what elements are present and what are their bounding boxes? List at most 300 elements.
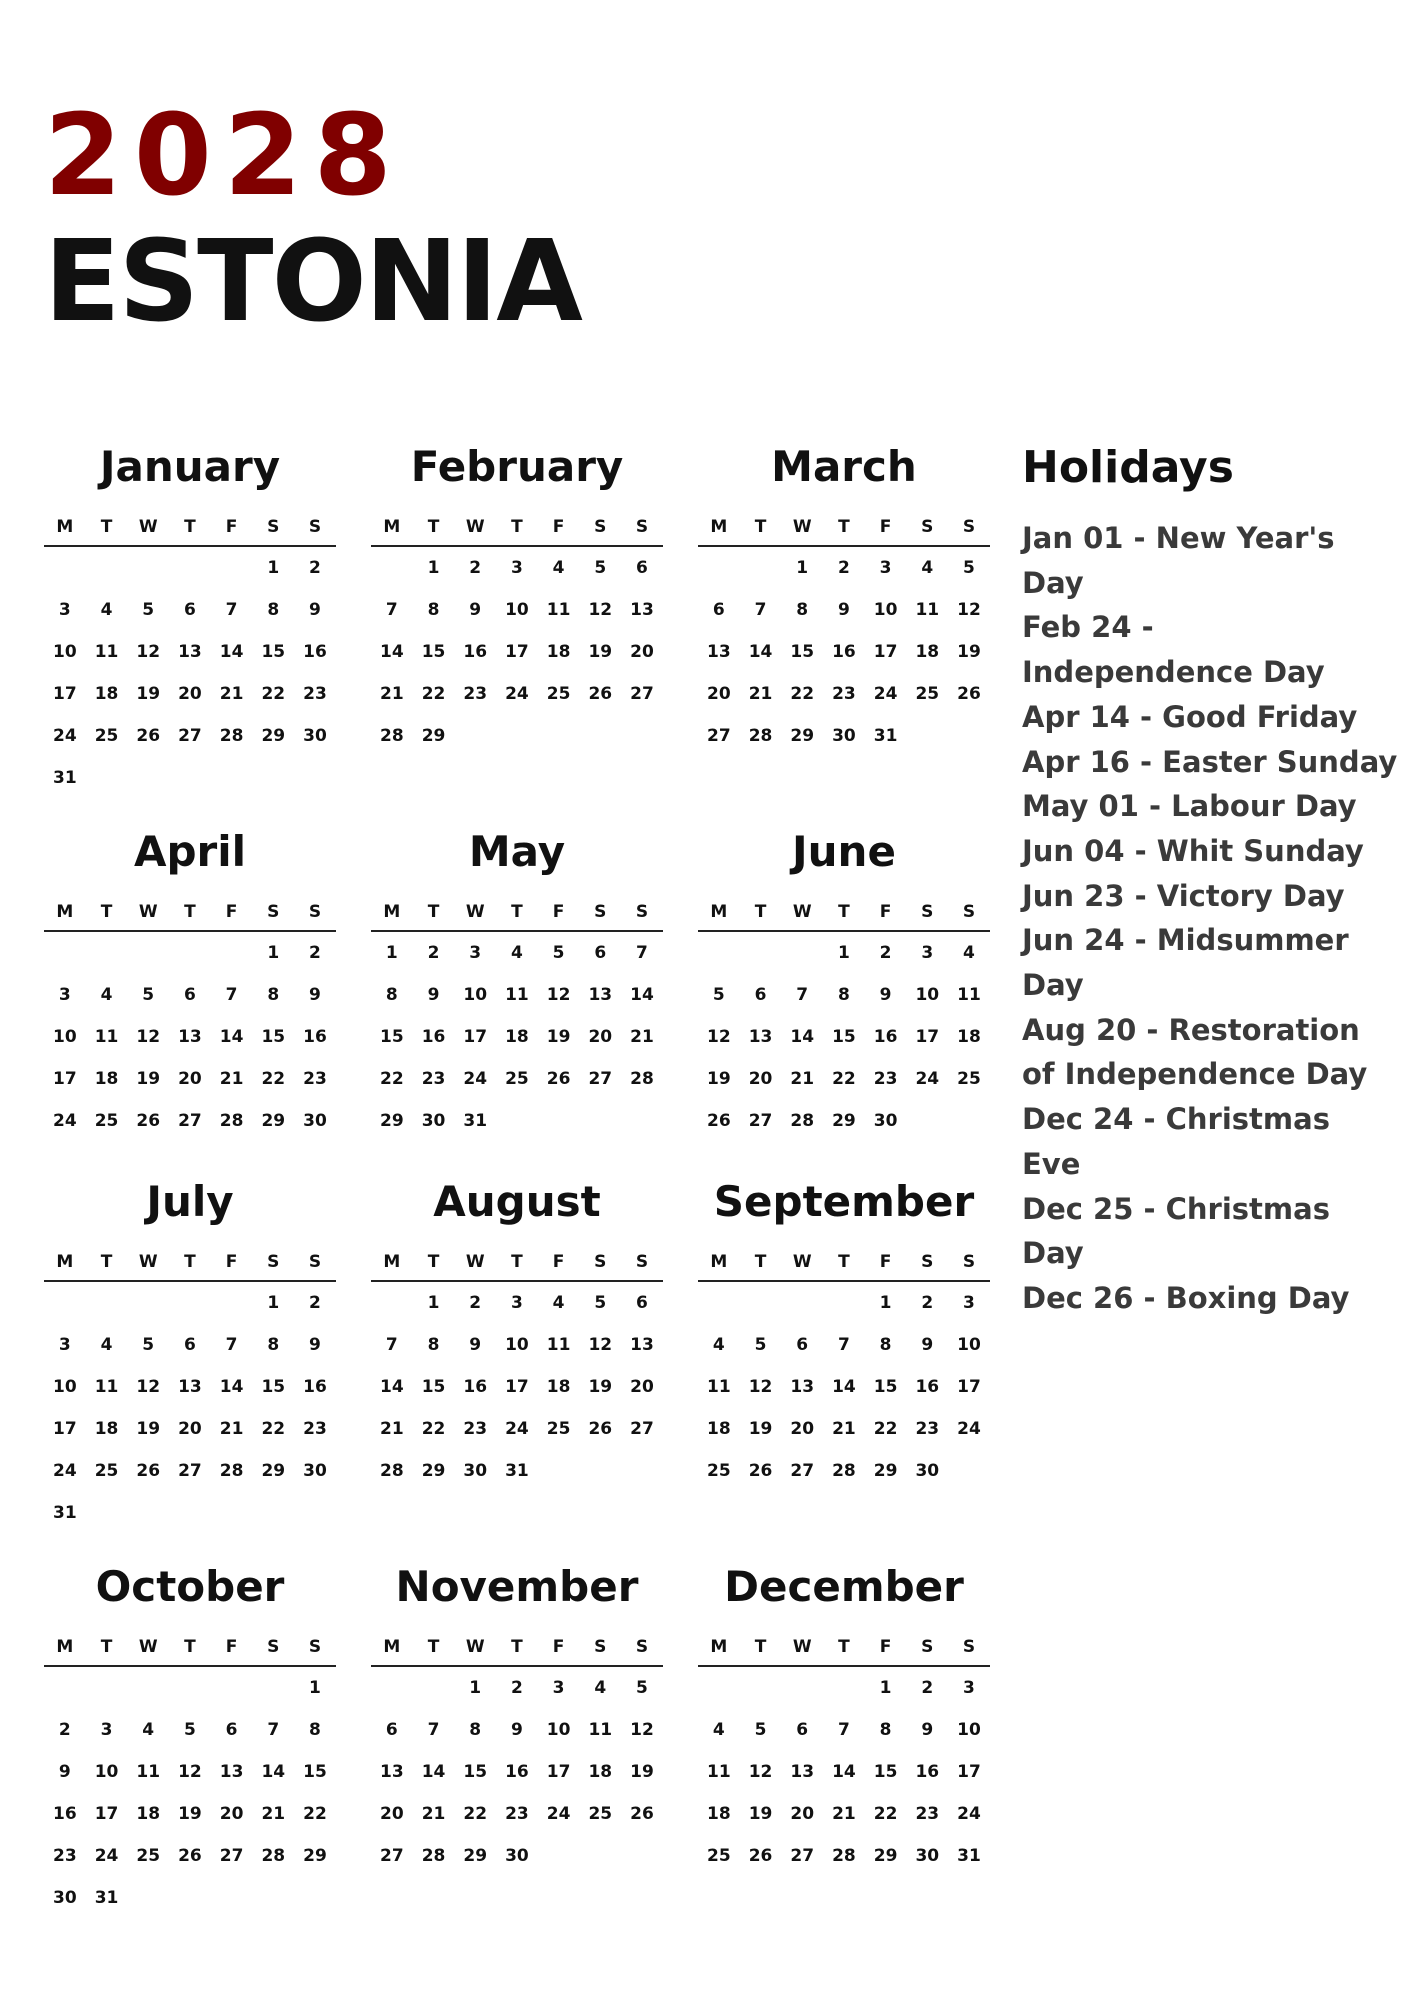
day-cell: 1 bbox=[309, 1678, 321, 1698]
weekday-header bbox=[44, 1248, 336, 1282]
day-cell: 1 bbox=[879, 1678, 892, 1698]
weekday-label: M bbox=[383, 1637, 401, 1657]
weekday-label: W bbox=[138, 1637, 158, 1657]
day-cell: 20 bbox=[219, 1804, 244, 1824]
weekday-label: W bbox=[465, 517, 485, 537]
day-cell: 21 bbox=[261, 1804, 286, 1824]
weekday-label: S bbox=[594, 517, 607, 537]
weekday-label: W bbox=[465, 1637, 485, 1657]
day-cell: 28 bbox=[421, 1846, 446, 1866]
day-cell: 31 bbox=[957, 1846, 981, 1866]
day-cell: 7 bbox=[796, 985, 809, 1005]
day-cell: 25 bbox=[94, 1461, 119, 1481]
week-row bbox=[698, 1667, 990, 1709]
day-cell: 19 bbox=[588, 642, 613, 662]
day-cell: 5 bbox=[636, 1678, 648, 1698]
weekday-label: S bbox=[635, 902, 649, 922]
day-cell: 30 bbox=[421, 1111, 446, 1131]
day-cell: 19 bbox=[588, 1377, 613, 1397]
weekday-label: S bbox=[921, 902, 934, 922]
day-cell: 3 bbox=[58, 600, 71, 620]
week-row bbox=[44, 1282, 336, 1324]
weekday-label: W bbox=[465, 1252, 485, 1272]
day-cell: 19 bbox=[136, 1419, 161, 1439]
day-cell: 17 bbox=[505, 642, 529, 662]
day-cell: 21 bbox=[832, 1804, 856, 1824]
day-cell: 5 bbox=[754, 1720, 767, 1740]
day-cell: 20 bbox=[178, 1419, 202, 1439]
day-cell: 12 bbox=[136, 1027, 161, 1047]
weekday-header bbox=[371, 898, 663, 932]
day-cell: 5 bbox=[142, 1335, 155, 1355]
day-cell: 13 bbox=[380, 1762, 404, 1782]
day-cell: 15 bbox=[463, 1762, 488, 1782]
weekday-label: F bbox=[552, 1252, 565, 1272]
day-cell: 17 bbox=[53, 684, 77, 704]
day-cell: 12 bbox=[546, 985, 571, 1005]
day-cell: 30 bbox=[915, 1846, 940, 1866]
day-cell: 28 bbox=[219, 1461, 244, 1481]
holiday-line: Independence Day bbox=[1022, 655, 1325, 690]
week-row bbox=[44, 589, 336, 631]
day-cell: 24 bbox=[546, 1804, 571, 1824]
day-cell: 1 bbox=[385, 943, 398, 963]
day-cell: 6 bbox=[636, 1293, 648, 1313]
day-cell: 1 bbox=[267, 1293, 280, 1313]
weekday-label: M bbox=[383, 1252, 401, 1272]
day-cell: 11 bbox=[588, 1720, 613, 1740]
week-row bbox=[371, 1282, 663, 1324]
day-cell: 22 bbox=[873, 1419, 898, 1439]
day-cell: 8 bbox=[385, 985, 398, 1005]
week-row bbox=[371, 631, 663, 673]
day-cell: 27 bbox=[588, 1069, 613, 1089]
month-name: July bbox=[146, 1177, 234, 1226]
day-cell: 18 bbox=[707, 1419, 731, 1439]
weekday-label: S bbox=[921, 1252, 934, 1272]
day-cell: 23 bbox=[53, 1846, 77, 1866]
weekday-label: S bbox=[635, 517, 649, 537]
month-name: September bbox=[713, 1177, 975, 1226]
day-cell: 23 bbox=[463, 1419, 488, 1439]
day-cell: 28 bbox=[380, 1461, 404, 1481]
day-cell: 14 bbox=[219, 642, 244, 662]
weekday-label: M bbox=[56, 902, 74, 922]
month-december bbox=[698, 1560, 990, 1945]
month-name: August bbox=[433, 1177, 601, 1226]
day-cell: 25 bbox=[136, 1846, 161, 1866]
day-cell: 3 bbox=[963, 1293, 975, 1313]
day-cell: 20 bbox=[707, 684, 731, 704]
day-cell: 31 bbox=[505, 1461, 529, 1481]
weekday-label: T bbox=[754, 517, 767, 537]
weekday-label: S bbox=[594, 902, 607, 922]
day-cell: 22 bbox=[303, 1804, 327, 1824]
week-row bbox=[44, 1793, 336, 1835]
day-cell: 5 bbox=[594, 1293, 607, 1313]
day-cell: 16 bbox=[915, 1762, 940, 1782]
day-cell: 14 bbox=[790, 1027, 815, 1047]
day-cell: 26 bbox=[588, 684, 613, 704]
day-cell: 12 bbox=[748, 1377, 773, 1397]
day-cell: 13 bbox=[219, 1762, 244, 1782]
month-april bbox=[44, 825, 336, 1175]
day-cell: 27 bbox=[630, 684, 654, 704]
day-cell: 14 bbox=[421, 1762, 446, 1782]
day-cell: 29 bbox=[261, 1111, 286, 1131]
day-cell: 15 bbox=[421, 1377, 446, 1397]
day-cell: 14 bbox=[630, 985, 654, 1005]
day-cell: 9 bbox=[469, 1335, 482, 1355]
week-row bbox=[371, 673, 663, 715]
week-row bbox=[698, 1058, 990, 1100]
day-cell: 18 bbox=[546, 642, 571, 662]
day-cell: 24 bbox=[505, 1419, 529, 1439]
day-cell: 15 bbox=[380, 1027, 404, 1047]
day-cell: 12 bbox=[136, 1377, 161, 1397]
day-cell: 10 bbox=[505, 600, 529, 620]
day-cell: 26 bbox=[178, 1846, 202, 1866]
holiday-line: Apr 14 - Good Friday bbox=[1022, 699, 1358, 734]
day-cell: 6 bbox=[594, 943, 607, 963]
week-row bbox=[371, 974, 663, 1016]
day-cell: 15 bbox=[261, 1377, 286, 1397]
day-cell: 23 bbox=[303, 1419, 327, 1439]
week-row bbox=[44, 1450, 336, 1492]
weekday-label: S bbox=[962, 902, 976, 922]
day-cell: 20 bbox=[178, 1069, 202, 1089]
day-cell: 21 bbox=[219, 1069, 244, 1089]
day-cell: 11 bbox=[707, 1762, 731, 1782]
day-cell: 5 bbox=[552, 943, 565, 963]
week-row bbox=[44, 1709, 336, 1751]
weekday-label: S bbox=[962, 517, 976, 537]
day-cell: 2 bbox=[469, 1293, 482, 1313]
day-cell: 13 bbox=[790, 1377, 815, 1397]
day-cell: 5 bbox=[963, 558, 975, 578]
day-cell: 2 bbox=[309, 1293, 321, 1313]
month-september bbox=[698, 1175, 990, 1560]
weekday-label: F bbox=[225, 1252, 238, 1272]
day-cell: 3 bbox=[552, 1678, 565, 1698]
day-cell: 20 bbox=[588, 1027, 613, 1047]
day-cell: 23 bbox=[421, 1069, 446, 1089]
day-cell: 30 bbox=[873, 1111, 898, 1131]
year-title: 2028 bbox=[44, 91, 404, 221]
day-cell: 14 bbox=[219, 1027, 244, 1047]
day-cell: 9 bbox=[309, 1335, 321, 1355]
day-cell: 25 bbox=[505, 1069, 529, 1089]
day-cell: 19 bbox=[957, 642, 981, 662]
day-cell: 5 bbox=[183, 1720, 196, 1740]
day-cell: 16 bbox=[53, 1804, 77, 1824]
week-row bbox=[698, 932, 990, 974]
day-cell: 12 bbox=[630, 1720, 654, 1740]
day-cell: 15 bbox=[261, 1027, 286, 1047]
day-cell: 14 bbox=[748, 642, 773, 662]
weekday-header bbox=[698, 1248, 990, 1282]
weekday-header bbox=[698, 898, 990, 932]
day-cell: 18 bbox=[94, 1419, 119, 1439]
weekday-label: M bbox=[383, 902, 401, 922]
day-cell: 29 bbox=[873, 1846, 898, 1866]
day-cell: 5 bbox=[142, 600, 155, 620]
weekday-label: M bbox=[56, 517, 74, 537]
weekday-label: F bbox=[552, 1637, 565, 1657]
day-cell: 10 bbox=[957, 1720, 981, 1740]
weekday-label: W bbox=[138, 1252, 158, 1272]
day-cell: 27 bbox=[178, 1461, 202, 1481]
day-cell: 16 bbox=[873, 1027, 898, 1047]
day-cell: 26 bbox=[748, 1461, 773, 1481]
week-row bbox=[698, 974, 990, 1016]
day-cell: 21 bbox=[421, 1804, 446, 1824]
day-cell: 6 bbox=[183, 1335, 196, 1355]
day-cell: 22 bbox=[261, 1069, 286, 1089]
day-cell: 14 bbox=[832, 1762, 856, 1782]
day-cell: 14 bbox=[261, 1762, 286, 1782]
day-cell: 14 bbox=[380, 1377, 404, 1397]
week-row bbox=[698, 1100, 990, 1142]
week-row bbox=[698, 1751, 990, 1793]
week-row bbox=[44, 932, 336, 974]
weekday-label: S bbox=[635, 1252, 649, 1272]
day-cell: 12 bbox=[178, 1762, 202, 1782]
day-cell: 21 bbox=[380, 1419, 404, 1439]
day-cell: 29 bbox=[303, 1846, 327, 1866]
day-cell: 24 bbox=[957, 1804, 981, 1824]
day-cell: 9 bbox=[510, 1720, 523, 1740]
day-cell: 23 bbox=[915, 1419, 940, 1439]
day-cell: 8 bbox=[879, 1335, 892, 1355]
weekday-label: T bbox=[754, 1637, 767, 1657]
week-row bbox=[698, 1450, 990, 1492]
day-cell: 2 bbox=[58, 1720, 71, 1740]
day-cell: 17 bbox=[94, 1804, 119, 1824]
day-cell: 7 bbox=[636, 943, 648, 963]
day-cell: 1 bbox=[427, 558, 440, 578]
day-cell: 10 bbox=[53, 642, 77, 662]
day-cell: 20 bbox=[178, 684, 202, 704]
day-cell: 15 bbox=[873, 1377, 898, 1397]
day-cell: 30 bbox=[832, 726, 856, 746]
weekday-label: F bbox=[225, 517, 238, 537]
week-row bbox=[698, 1366, 990, 1408]
holidays-title: Holidays bbox=[1022, 442, 1234, 493]
holiday-line: Jan 01 - New Year's bbox=[1022, 521, 1335, 555]
day-cell: 4 bbox=[100, 1335, 113, 1355]
day-cell: 25 bbox=[957, 1069, 981, 1089]
week-row bbox=[371, 932, 663, 974]
day-cell: 13 bbox=[178, 642, 202, 662]
day-cell: 21 bbox=[630, 1027, 654, 1047]
day-cell: 9 bbox=[58, 1762, 71, 1782]
day-cell: 28 bbox=[790, 1111, 815, 1131]
day-cell: 29 bbox=[873, 1461, 898, 1481]
day-cell: 2 bbox=[427, 943, 440, 963]
day-cell: 4 bbox=[100, 600, 113, 620]
day-cell: 11 bbox=[94, 1377, 119, 1397]
day-cell: 22 bbox=[873, 1804, 898, 1824]
day-cell: 22 bbox=[832, 1069, 856, 1089]
day-cell: 4 bbox=[594, 1678, 607, 1698]
day-cell: 25 bbox=[546, 1419, 571, 1439]
weekday-label: T bbox=[100, 902, 113, 922]
day-cell: 31 bbox=[873, 726, 898, 746]
weekday-label: T bbox=[754, 1252, 767, 1272]
weekday-label: T bbox=[100, 1637, 113, 1657]
day-cell: 2 bbox=[921, 1293, 934, 1313]
day-cell: 19 bbox=[178, 1804, 202, 1824]
weekday-header bbox=[698, 513, 990, 547]
day-cell: 7 bbox=[837, 1335, 850, 1355]
week-row bbox=[371, 1835, 663, 1877]
weekday-label: S bbox=[267, 517, 280, 537]
day-cell: 16 bbox=[303, 1377, 327, 1397]
week-row bbox=[698, 547, 990, 589]
weekday-label: F bbox=[879, 1637, 892, 1657]
day-cell: 25 bbox=[707, 1461, 731, 1481]
day-cell: 8 bbox=[267, 600, 280, 620]
weekday-label: S bbox=[962, 1252, 976, 1272]
day-cell: 26 bbox=[630, 1804, 654, 1824]
weekday-label: F bbox=[552, 517, 565, 537]
day-cell: 28 bbox=[219, 1111, 244, 1131]
weekday-label: F bbox=[552, 902, 565, 922]
week-row bbox=[698, 1408, 990, 1450]
week-row bbox=[44, 1324, 336, 1366]
day-cell: 2 bbox=[510, 1678, 523, 1698]
holiday-line: Apr 16 - Easter Sunday bbox=[1022, 744, 1398, 779]
week-row bbox=[44, 673, 336, 715]
day-cell: 22 bbox=[261, 1419, 286, 1439]
day-cell: 1 bbox=[427, 1293, 440, 1313]
day-cell: 9 bbox=[921, 1720, 934, 1740]
day-cell: 16 bbox=[832, 642, 856, 662]
day-cell: 27 bbox=[380, 1846, 404, 1866]
day-cell: 16 bbox=[303, 642, 327, 662]
day-cell: 4 bbox=[552, 558, 565, 578]
day-cell: 30 bbox=[463, 1461, 488, 1481]
day-cell: 28 bbox=[630, 1069, 654, 1089]
day-cell: 24 bbox=[53, 1461, 77, 1481]
day-cell: 4 bbox=[142, 1720, 155, 1740]
month-november bbox=[371, 1560, 663, 1945]
day-cell: 24 bbox=[53, 1111, 77, 1131]
week-row bbox=[698, 673, 990, 715]
day-cell: 6 bbox=[796, 1335, 809, 1355]
day-cell: 9 bbox=[427, 985, 440, 1005]
day-cell: 16 bbox=[915, 1377, 940, 1397]
day-cell: 7 bbox=[225, 985, 238, 1005]
day-cell: 2 bbox=[309, 943, 321, 963]
day-cell: 6 bbox=[754, 985, 767, 1005]
day-cell: 26 bbox=[707, 1111, 731, 1131]
day-cell: 30 bbox=[53, 1888, 77, 1908]
holiday-line: Jun 23 - Victory Day bbox=[1022, 878, 1345, 913]
week-row bbox=[44, 757, 336, 799]
day-cell: 13 bbox=[790, 1762, 815, 1782]
day-cell: 9 bbox=[309, 985, 321, 1005]
day-cell: 15 bbox=[790, 642, 815, 662]
day-cell: 26 bbox=[546, 1069, 571, 1089]
week-row bbox=[698, 1324, 990, 1366]
week-row bbox=[698, 715, 990, 757]
day-cell: 25 bbox=[94, 726, 119, 746]
day-cell: 19 bbox=[748, 1804, 773, 1824]
day-cell: 8 bbox=[796, 600, 809, 620]
week-row bbox=[371, 715, 663, 757]
day-cell: 8 bbox=[879, 1720, 892, 1740]
weekday-label: F bbox=[879, 517, 892, 537]
week-row bbox=[371, 589, 663, 631]
weekday-label: M bbox=[383, 517, 401, 537]
weekday-label: T bbox=[511, 517, 523, 537]
day-cell: 21 bbox=[790, 1069, 815, 1089]
day-cell: 2 bbox=[309, 558, 321, 578]
day-cell: 18 bbox=[588, 1762, 613, 1782]
weekday-label: T bbox=[427, 517, 440, 537]
day-cell: 19 bbox=[707, 1069, 731, 1089]
day-cell: 29 bbox=[261, 1461, 286, 1481]
day-cell: 11 bbox=[136, 1762, 161, 1782]
week-row bbox=[44, 1492, 336, 1534]
weekday-label: S bbox=[594, 1252, 607, 1272]
day-cell: 9 bbox=[837, 600, 850, 620]
weekday-label: S bbox=[267, 902, 280, 922]
day-cell: 10 bbox=[94, 1762, 119, 1782]
week-row bbox=[44, 547, 336, 589]
day-cell: 28 bbox=[219, 726, 244, 746]
day-cell: 26 bbox=[136, 726, 161, 746]
week-row bbox=[371, 1324, 663, 1366]
day-cell: 23 bbox=[463, 684, 488, 704]
day-cell: 9 bbox=[879, 985, 892, 1005]
weekday-label: M bbox=[56, 1637, 74, 1657]
day-cell: 4 bbox=[921, 558, 934, 578]
day-cell: 6 bbox=[385, 1720, 398, 1740]
day-cell: 24 bbox=[505, 684, 529, 704]
holiday-line: May 01 - Labour Day bbox=[1022, 789, 1357, 824]
weekday-label: T bbox=[427, 902, 440, 922]
day-cell: 10 bbox=[463, 985, 488, 1005]
weekday-label: W bbox=[792, 1637, 812, 1657]
day-cell: 16 bbox=[421, 1027, 446, 1047]
day-cell: 4 bbox=[712, 1720, 725, 1740]
week-row bbox=[371, 1016, 663, 1058]
weekday-label: S bbox=[308, 517, 322, 537]
weekday-label: T bbox=[511, 902, 523, 922]
day-cell: 21 bbox=[380, 684, 404, 704]
weekday-label: T bbox=[100, 1252, 113, 1272]
day-cell: 20 bbox=[748, 1069, 773, 1089]
day-cell: 27 bbox=[790, 1846, 815, 1866]
day-cell: 18 bbox=[94, 1069, 119, 1089]
day-cell: 11 bbox=[94, 1027, 119, 1047]
weekday-label: T bbox=[838, 902, 850, 922]
weekday-label: W bbox=[138, 902, 158, 922]
weekday-label: T bbox=[754, 902, 767, 922]
day-cell: 22 bbox=[421, 684, 446, 704]
day-cell: 15 bbox=[832, 1027, 856, 1047]
day-cell: 15 bbox=[421, 642, 446, 662]
day-cell: 8 bbox=[309, 1720, 321, 1740]
week-row bbox=[371, 1450, 663, 1492]
day-cell: 22 bbox=[421, 1419, 446, 1439]
weekday-header bbox=[44, 898, 336, 932]
week-row bbox=[698, 1835, 990, 1877]
day-cell: 2 bbox=[921, 1678, 934, 1698]
